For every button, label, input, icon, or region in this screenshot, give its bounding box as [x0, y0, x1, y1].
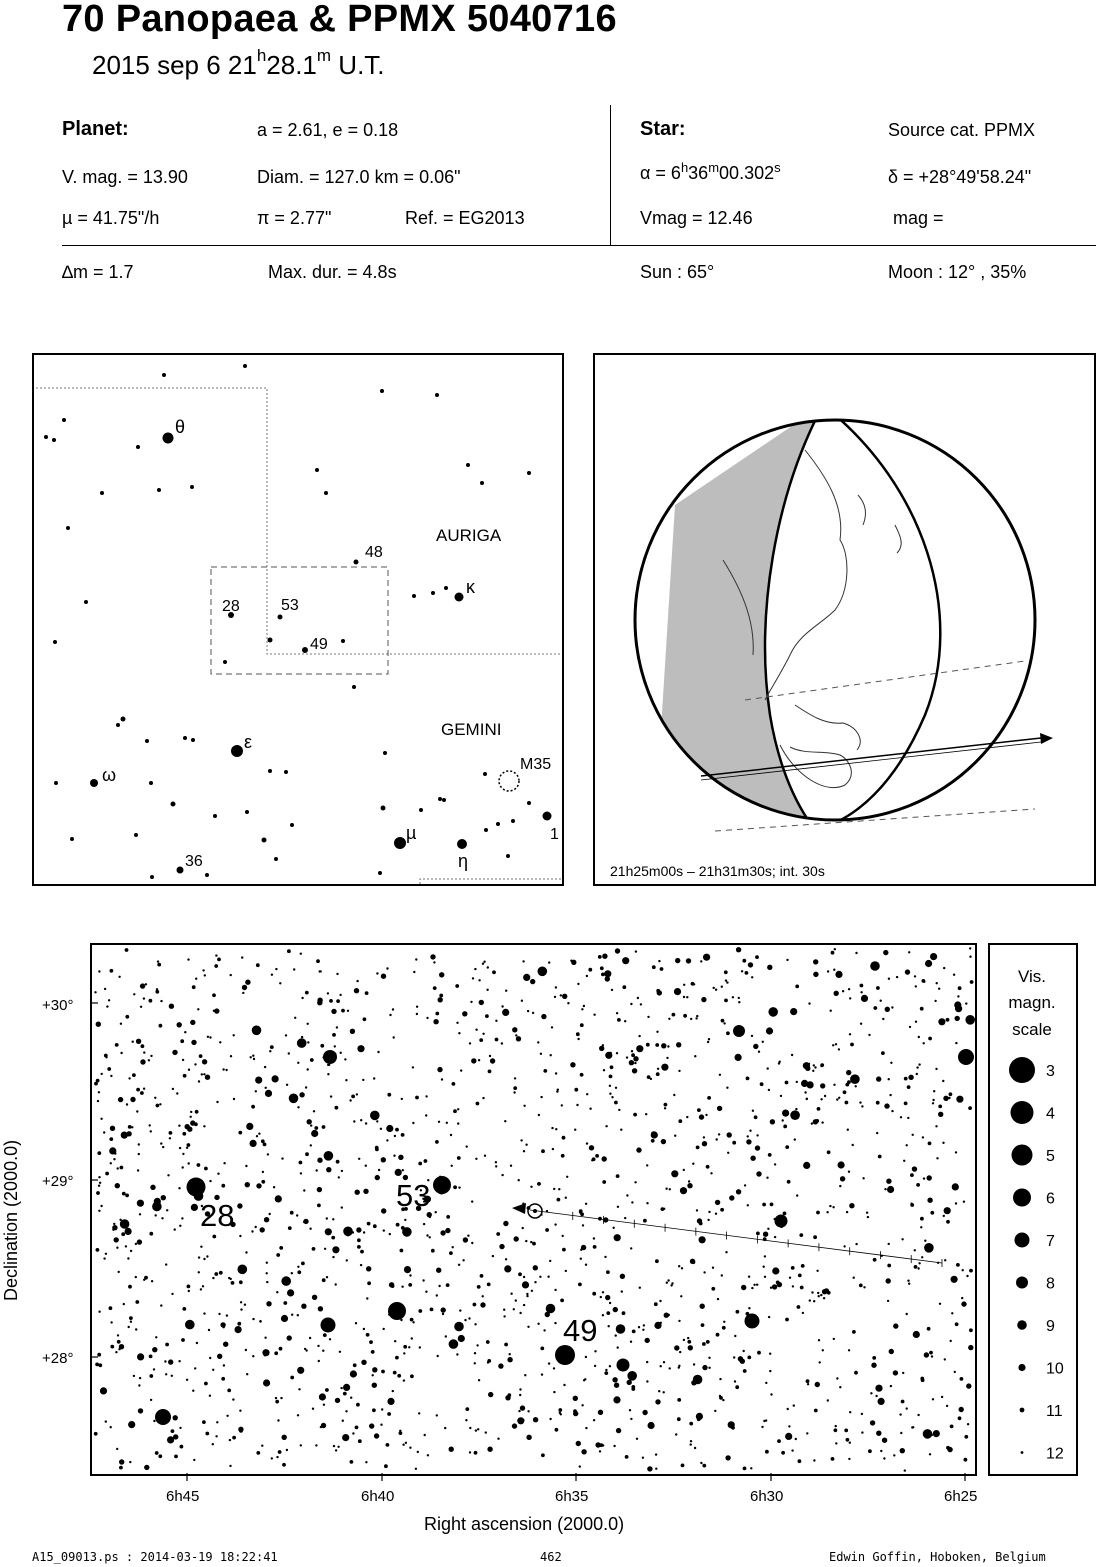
finder-stars: [44, 364, 552, 879]
finder-star: [419, 808, 423, 812]
scale-title-line1: Vis.: [1017, 967, 1047, 986]
finder-star: [171, 802, 176, 807]
label-theta: θ: [175, 417, 186, 437]
chart-label-49: 49: [563, 1313, 598, 1348]
label-49: 49: [310, 636, 328, 653]
finder-star: [341, 639, 345, 643]
y-axis-label-box: [0, 1100, 30, 1330]
finder-star: [183, 736, 187, 740]
star-dec: δ = +28°49'58.24": [888, 167, 1032, 187]
m35-cluster-marker: [499, 771, 519, 791]
finder-star: [543, 812, 552, 821]
finder-star: [191, 738, 195, 742]
finder-star: [290, 823, 294, 827]
planet-ref: Ref. = EG2013: [405, 208, 525, 228]
ra-tick-6h25: 6h25: [944, 1488, 978, 1505]
scale-title-line2: magn.: [1008, 993, 1056, 1012]
ra-tick-6h40: 6h40: [361, 1488, 395, 1505]
scale-label-mag-11: 11: [1046, 1403, 1063, 1420]
planet-motion: µ = 41.75"/h: [62, 208, 160, 228]
ra-tick-6h30: 6h30: [750, 1488, 784, 1505]
finder-chart: [32, 353, 564, 886]
chart-label-53: 53: [396, 1178, 431, 1213]
chart-label-28: 28: [200, 1198, 235, 1233]
finder-star: [278, 615, 283, 620]
finder-star: [231, 745, 243, 757]
planet-vmag: V. mag. = 13.90: [62, 167, 188, 187]
finder-star: [284, 770, 288, 774]
scale-dot-mag-10: [1018, 1364, 1025, 1371]
finder-star: [378, 871, 382, 875]
scale-title-line3: scale: [1012, 1020, 1052, 1039]
scale-label-mag-6: 6: [1046, 1190, 1055, 1208]
scale-dot-mag-9: [1017, 1320, 1027, 1330]
finder-star: [483, 772, 487, 776]
ra-tick-6h45: 6h45: [166, 1488, 200, 1505]
header-divider-vertical: [610, 105, 611, 245]
finder-star: [484, 828, 488, 832]
finder-star: [205, 873, 209, 877]
finder-star: [100, 491, 104, 495]
planet-diameter: Diam. = 127.0 km = 0.06": [257, 167, 461, 187]
shadow-path-arrow-icon: [1040, 733, 1053, 744]
finder-star: [66, 526, 70, 530]
scale-label-mag-7: 7: [1046, 1233, 1055, 1250]
moon-info: Moon : 12° , 35%: [888, 262, 1027, 282]
finder-star: [354, 560, 359, 565]
x-axis-label: Right ascension (2000.0): [424, 1514, 625, 1534]
finder-star: [150, 875, 154, 879]
label-48: 48: [365, 544, 383, 561]
finder-star: [268, 769, 272, 773]
constellation-boundary: [36, 388, 562, 654]
label-kappa: κ: [466, 577, 475, 597]
y-axis-label: Declination (2000.0): [1, 1139, 21, 1301]
finder-star: [412, 594, 416, 598]
finder-star: [52, 438, 56, 442]
header-divider-horizontal: [62, 245, 1096, 246]
label-omega: ω: [102, 765, 117, 785]
finder-star: [383, 751, 387, 755]
finder-star: [381, 806, 386, 811]
planet-heading: Planet:: [62, 118, 129, 140]
finder-star: [457, 839, 467, 849]
dec-tick-29: +29°: [42, 1173, 74, 1190]
scale-label-mag-3: 3: [1046, 1063, 1055, 1080]
finder-star: [243, 364, 247, 368]
finder-star: [177, 867, 184, 874]
finder-star: [394, 837, 406, 849]
planet-parallax: π = 2.77": [257, 208, 332, 228]
finder-star: [190, 485, 194, 489]
finder-star: [136, 445, 140, 449]
globe-caption: 21h25m00s – 21h31m30s; int. 30s: [610, 863, 825, 879]
finder-star: [506, 854, 510, 858]
finder-star: [315, 468, 319, 472]
finder-star: [145, 739, 149, 743]
finder-star: [245, 810, 249, 814]
label-m35: M35: [520, 756, 552, 773]
label-eta: η: [458, 851, 469, 871]
finder-star: [44, 435, 48, 439]
label-28: 28: [222, 598, 240, 615]
scale-dot-mag-3: [1009, 1057, 1035, 1083]
magnitude-scale-svg: [990, 945, 1076, 1474]
finder-star: [213, 814, 217, 818]
label-53: 53: [281, 597, 299, 614]
scale-label-mag-5: 5: [1046, 1148, 1055, 1165]
finder-star: [116, 723, 120, 727]
scale-dot-mag-5: [1012, 1145, 1033, 1166]
finder-star: [84, 600, 88, 604]
finder-chart-svg: [34, 355, 562, 884]
finder-star: [324, 491, 328, 495]
finder-star: [162, 373, 166, 377]
star-mag: mag =: [893, 208, 944, 228]
finder-star: [274, 857, 278, 861]
finder-star: [134, 833, 138, 837]
finder-star: [442, 798, 446, 802]
detail-region: [211, 567, 388, 674]
finder-star: [163, 433, 174, 444]
label-epsilon: ε: [244, 732, 253, 752]
scale-dot-mag-8: [1016, 1277, 1028, 1289]
finder-star: [90, 779, 98, 787]
globe-svg: [595, 355, 1094, 884]
scale-dot-mag-12: [1021, 1451, 1024, 1454]
scale-dot-mag-7: [1015, 1233, 1030, 1248]
constellation-boundary-lower: [420, 879, 562, 884]
finder-star: [352, 685, 356, 689]
finder-star: [527, 471, 531, 475]
finder-star: [62, 418, 66, 422]
dec-tick-30: +30°: [42, 997, 74, 1014]
delta-mag: ∆m = 1.7: [62, 262, 134, 282]
label-mu: µ: [406, 823, 417, 843]
magnitude-scale: [988, 943, 1078, 1476]
footer-author: Edwin Goffin, Hoboken, Belgium: [829, 1550, 1046, 1564]
finder-star: [431, 591, 435, 595]
constellation-gemini: GEMINI: [441, 720, 502, 739]
scale-label-mag-8: 8: [1046, 1275, 1055, 1293]
finder-star: [149, 781, 153, 785]
star-ra: $\alpha = 6^h36^m00.302^s$: [640, 160, 781, 183]
scale-label-mag-12: 12: [1046, 1445, 1064, 1463]
finder-star: [438, 797, 442, 801]
finder-star: [268, 638, 273, 643]
finder-star: [527, 801, 531, 805]
finder-star: [511, 819, 515, 823]
event-datetime: 2015 sep 6 21$^h$28.1$^m$ U.T.: [92, 46, 385, 80]
star-vmag: Vmag = 12.46: [640, 208, 753, 228]
finder-star: [262, 838, 267, 843]
finder-star: [496, 822, 500, 826]
finder-star: [121, 717, 126, 722]
label-36: 36: [185, 853, 203, 870]
page-title: 70 Panopaea & PPMX 5040716: [62, 0, 617, 40]
finder-star: [444, 586, 448, 590]
dec-tick-28: +28°: [42, 1350, 74, 1367]
finder-star: [53, 640, 57, 644]
finder-star: [466, 463, 470, 467]
finder-star: [380, 389, 384, 393]
scale-dot-mag-4: [1011, 1101, 1034, 1124]
max-duration: Max. dur. = 4.8s: [268, 262, 397, 282]
scale-dot-mag-11: [1020, 1408, 1025, 1413]
scale-label-mag-10: 10: [1046, 1360, 1064, 1378]
ra-tick-6h35: 6h35: [555, 1488, 589, 1505]
scale-label-mag-4: 4: [1046, 1105, 1055, 1123]
planet-orbit: a = 2.61, e = 0.18: [257, 120, 399, 140]
scale-label-mag-9: 9: [1046, 1318, 1055, 1335]
scale-dot-mag-6: [1013, 1189, 1031, 1207]
footer-file: A15_09013.ps : 2014-03-19 18:22:41: [32, 1550, 278, 1564]
finder-star: [70, 837, 74, 841]
finder-star: [302, 647, 308, 653]
finder-star: [435, 393, 439, 397]
star-chart-axes: [0, 940, 1000, 1560]
finder-star: [455, 593, 464, 602]
scale-dots: [1009, 1057, 1064, 1463]
globe-panel: [593, 353, 1096, 886]
constellation-auriga: AURIGA: [436, 526, 502, 545]
star-source: Source cat. PPMX: [888, 120, 1036, 140]
finder-star: [223, 660, 227, 664]
sun-elongation: Sun : 65°: [640, 262, 715, 282]
star-heading: Star:: [640, 118, 686, 140]
finder-star: [157, 488, 161, 492]
axis-ticks: [90, 1003, 965, 1481]
finder-star: [480, 481, 484, 485]
footer-page: 462: [540, 1550, 562, 1564]
finder-star: [54, 781, 58, 785]
label-1: 1: [550, 826, 559, 843]
